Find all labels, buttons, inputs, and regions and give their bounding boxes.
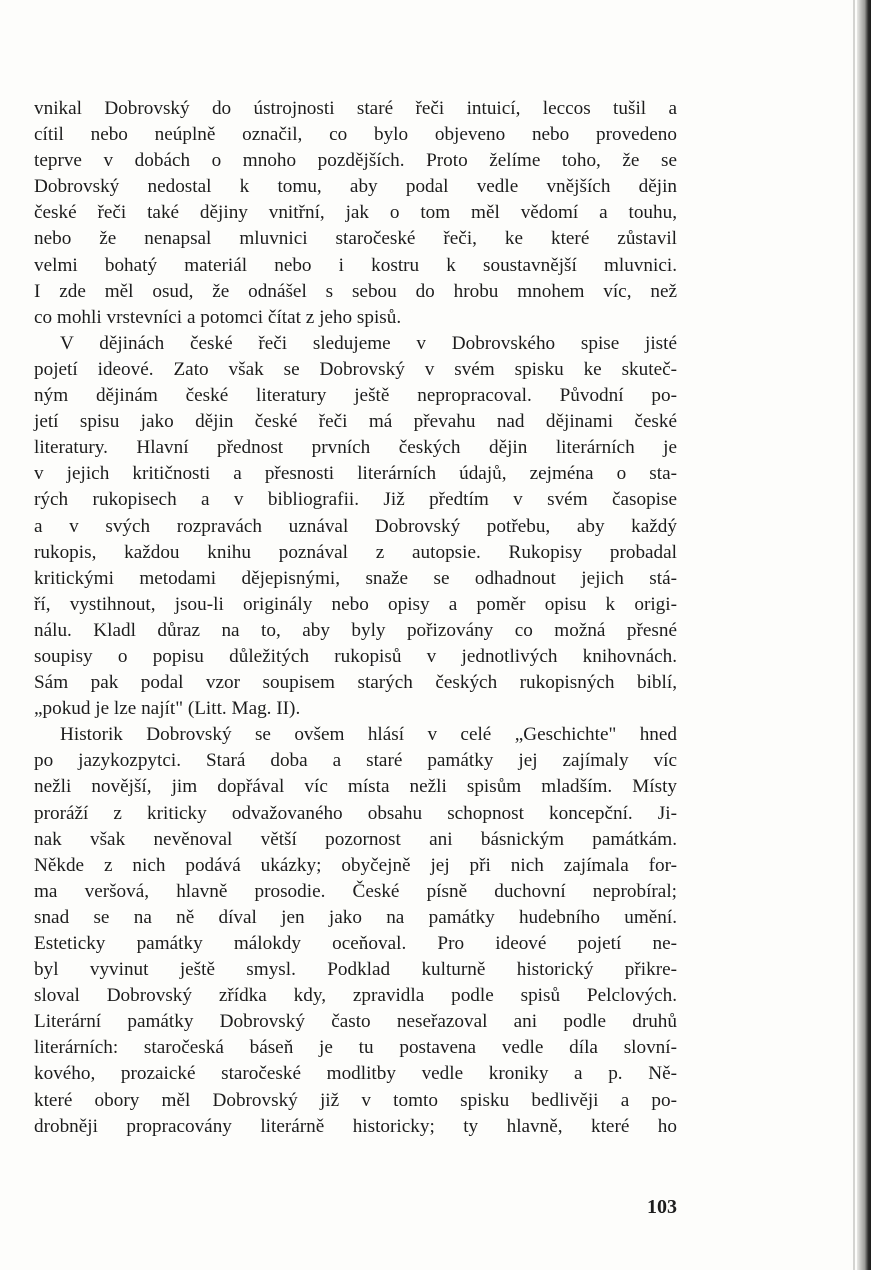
- text-line: nak však nevěnoval větší pozornost ani básnickým památkám.: [34, 828, 677, 850]
- paragraph-last-line: „pokud je lze najít" (Litt. Mag. II).: [34, 698, 301, 720]
- body-text: [34, 96, 677, 1140]
- paragraph-first-line: V dějinách české řeči sledujeme v Dobrovského spise jisté: [60, 332, 677, 354]
- text-line: literárních: staročeská báseň je tu postavena vedle díla slovní-: [34, 1037, 677, 1059]
- text-line: kritickými metodami dějepisnými, snaže se odhadnout jejich stá-: [34, 567, 677, 589]
- text-line: nálu. Kladl důraz na to, aby byly pořizovány co možná přesné: [34, 619, 677, 641]
- text-line: ma veršová, hlavně prosodie. České písně duchovní neprobíral;: [34, 880, 677, 902]
- text-line: rých rukopisech a v bibliografii. Již předtím v svém časopise: [34, 489, 677, 511]
- text-line: nežli novější, jim dopřával víc místa nežli spisům mladším. Místy: [34, 776, 677, 798]
- text-line: Dobrovský nedostal k tomu, aby podal vedle vnějších dějin: [34, 176, 677, 198]
- page-edge-shadow: [857, 0, 871, 1270]
- text-line: nebo že nenapsal mluvnici staročeské řeči, ke které zůstavil: [34, 228, 677, 250]
- text-line: jetí spisu jako dějin české řeči má převahu nad dějinami české: [34, 411, 677, 433]
- text-line: drobněji propracovány literárně historicky; ty hlavně, které ho: [34, 1115, 677, 1137]
- text-line: proráží z kriticky odvažovaného obsahu schopnost koncepční. Ji-: [34, 802, 677, 824]
- text-line: rukopis, každou knihu poznával z autopsie. Rukopisy probadal: [34, 541, 677, 563]
- text-line: české řeči také dějiny vnitřní, jak o tom měl vědomí a touhu,: [34, 202, 677, 224]
- text-line: Sám pak podal vzor soupisem starých českých rukopisných biblí,: [34, 672, 677, 694]
- text-line: I zde měl osud, že odnášel s sebou do hrobu mnohem víc, než: [34, 280, 677, 302]
- paragraph-first-line: Historik Dobrovský se ovšem hlásí v celé „Geschichte" hned: [60, 724, 677, 746]
- text-line: ří, vystihnout, jsou-li originály nebo opisy a poměr opisu k origi-: [34, 593, 677, 615]
- text-line: snad se na ně díval jen jako na památky hudebního umění.: [34, 906, 677, 928]
- page-number: 103: [647, 1196, 677, 1218]
- page-gutter-line: [853, 0, 855, 1270]
- text-line: Někde z nich podává ukázky; obyčejně jej při nich zajímala for-: [34, 854, 677, 876]
- text-line: velmi bohatý materiál nebo i kostru k soustavnější mluvnici.: [34, 254, 677, 276]
- text-line: ným dějinám české literatury ještě nepropracoval. Původní po-: [34, 385, 677, 407]
- text-line: pojetí ideové. Zato však se Dobrovský v svém spisku ke skuteč-: [34, 358, 677, 380]
- text-line: vnikal Dobrovský do ústrojnosti staré řeči intuicí, leccos tušil a: [34, 98, 677, 119]
- text-line: kového, prozaické staročeské modlitby vedle kroniky a p. Ně-: [34, 1063, 677, 1085]
- text-line: Esteticky památky málokdy oceňoval. Pro ideové pojetí ne-: [34, 933, 677, 954]
- text-line: teprve v dobách o mnoho pozdějších. Proto želíme toho, že se: [34, 150, 677, 172]
- text-line: a v svých rozpravách uznával Dobrovský potřebu, aby každý: [34, 515, 677, 537]
- text-line: Literární památky Dobrovský často neseřazoval ani podle druhů: [34, 1011, 677, 1033]
- text-line: po jazykozpytci. Stará doba a staré památky jej zajímaly víc: [34, 750, 677, 772]
- text-line: v jejich kritičnosti a přesnosti literárních údajů, zejména o sta-: [34, 463, 677, 485]
- text-line: literatury. Hlavní přednost prvních českých dějin literárních je: [34, 437, 677, 459]
- text-line: cítil nebo neúplně označil, co bylo objeveno nebo provedeno: [34, 124, 677, 146]
- text-line: soupisy o popisu důležitých rukopisů v jednotlivých knihovnách.: [34, 645, 677, 667]
- text-line: sloval Dobrovský zřídka kdy, zpravidla podle spisů Pelclových.: [34, 985, 677, 1007]
- text-line: byl vyvinut ještě smysl. Podklad kulturně historický přikre-: [34, 959, 677, 981]
- text-line: které obory měl Dobrovský již v tomto spisku bedlivěji a po-: [34, 1089, 677, 1111]
- paragraph-last-line: co mohli vrstevníci a potomci čítat z jeho spisů.: [34, 306, 402, 328]
